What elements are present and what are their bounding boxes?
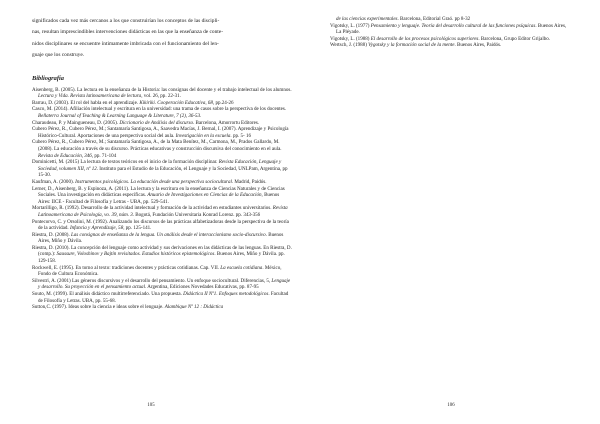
reference-text: Lerner, D., Aisenberg, B. y Espinoza, A. (2011). La lectura y la escritura en la enseñanza de Ciencias Naturales y de Ciencias Sociales. Una investigación en didácticas específicas.: [32, 185, 285, 199]
reference-title: Revista Educación, Lenguaje y Sociedad, volumen XII, nº 12: [38, 159, 282, 172]
reference-text: . Madrid, Paidós.: [231, 178, 267, 185]
reference-text: . Buenos Aires, La Pléyade.: [336, 22, 567, 36]
reference-text: Argentina, Ediciones Novedades Educativas, pp. 87-95: [146, 284, 259, 291]
reference-text: Pontecorvo, C. y Orsolini, M. (1992). Analizando los discursos de las prácticas alfabetizadoras desde la perspectiva de la teoría de la actividad.: [32, 218, 289, 232]
reference-title: Lectura y Vida. Revista latinoamericana de lectura: [38, 93, 142, 100]
page-number: 105: [147, 403, 155, 408]
reference-title: Didáctica II Nº1. Enfoques metodológicos: [183, 291, 269, 298]
reference-text: . Bogotá, Fundación Universitaria Konrad Lorenz. pp. 343-356: [132, 211, 261, 218]
reference-text: . pp. 5- 16: [230, 132, 252, 139]
reference-text: . Facultad de Filosofía y Letras. UBA, pp. 55-68.: [38, 291, 289, 304]
reference-text: Dominicetti, M. (2015) La lectura de textos teóricos en el inicio de la formación disciplinar.: [32, 159, 219, 166]
reference-title: Revista de Educación, 346,: [38, 152, 94, 159]
reference-title: Revista Latinoamericana de Psicología, vo. 39, núm. 3: [38, 205, 288, 218]
reference-entry: [32, 186, 292, 206]
bibliography-list-continued: [330, 16, 570, 49]
reference-title: Diccionario de Análisis del discurso: [119, 119, 193, 126]
reference-text: , Buenos Aires: IICE - Facultad de Filosofía y Letras - UBA, pp. 529-541.: [38, 192, 280, 205]
reference-title: Vygotsky y la formación social de la mente: [368, 42, 455, 49]
reference-title: Instrumentos psicológicos. La educación desde una perspectiva sociocultural: [75, 178, 232, 185]
reference-text: Sutton,C. (1997). Ideas sobre la ciencia e ideas sobre el lenguaje.: [32, 304, 165, 311]
reference-text: Casco, M. (2014). Afiliación intelectual y escritura en la universidad: una trama de casos sobre la perspectiva de los docentes.: [32, 106, 287, 113]
reference-entry: [32, 139, 292, 159]
reference-entry: [32, 106, 292, 119]
reference-title: Investigación en la escuela: [175, 132, 231, 139]
intro-paragraph: [32, 16, 292, 62]
reference-entry: [32, 278, 292, 291]
reference-entry: [32, 87, 292, 100]
bibliography-list: [32, 87, 292, 311]
reference-entry: [330, 23, 570, 36]
reference-title: de las ciencias experimentales: [336, 16, 398, 22]
reference-entry: [32, 205, 292, 218]
reference-title: Saussure, Voloshinov y Bajtín revisitados. Estudios históricos epistemológicos: [56, 251, 215, 258]
reference-text: . Barcelona, Grupo Editor Grijalbo.: [478, 35, 551, 42]
reference-text: , pp. 125-141.: [123, 225, 152, 232]
reference-text: Silvestri, A. (2001) Las géneros discursivos y el desarrollo del pensamiento. Un enfoque sociocultural. Diferencias, 5,: [32, 277, 272, 284]
reference-text: Riestra, D. (2010). La concepción del lenguaje como actividad y sus derivaciones en las didácticas de las lenguas. En Riestra, D. (comp.):: [32, 244, 292, 258]
reference-title: Infancia y Aprendizaje, 58: [69, 225, 124, 232]
reference-text: . Buenos Aires, Miño y Dávila.: [38, 231, 284, 245]
reference-title: Lenguaje y desarrollo. Su proyección en el pensamiento actual.: [38, 277, 291, 291]
reference-text: Rockwell, E. (1995). En torno al texto: tradiciones docentes y prácticas cotidianas. Cap. VII.: [32, 264, 221, 271]
reference-entry: [32, 232, 292, 245]
reference-text: . México, Fondo de Cultura Económica.: [38, 264, 282, 278]
reference-text: . Buenos Aires, Miño y Dávila. pp. 129-158.: [38, 251, 285, 265]
intro-line: guaje que los construye.: [32, 52, 85, 59]
reference-title: Las consignas de enseñanza de la lengua. Un análisis desde el interaccionismo socio-discursivo: [70, 231, 266, 238]
reference-text: Cubero Pérez, R., Cubero Pérez, M.; Santamaría Santigosa, A., Saavedra Macías, J. Bernal, I. (2007). Aprendizaje y Psicología Histórico-Cultural. Aportaciones de una perspectiva social del aula.: [32, 126, 289, 139]
right-page: [300, 0, 600, 424]
page-number: 106: [447, 403, 455, 408]
reference-title: Bellaterra Journal of Teaching & Learning Language & Literature, 7 (2), 36-53.: [38, 113, 202, 119]
reference-title: Pensamiento y lenguaje. Teoría del desarrollo cultural de las funciones psíquicas: [370, 22, 536, 29]
reference-text: Vigotsky, L. (1977): [330, 22, 371, 29]
reference-entry: [32, 179, 292, 186]
intro-line: nidos disciplinares se encuentre íntimamente imbricada con el funcionamiento del len-: [32, 40, 219, 47]
reference-text: Kaufman, A. (2000).: [32, 178, 76, 185]
reference-entry: [32, 126, 292, 139]
reference-text: Wertsch, J. (1988): [330, 42, 369, 49]
reference-text: Aisenberg, B. (2005). La lectura en la enseñanza de la Historia: las consignas del docente y el trabajo intelectual de los alumnos.: [32, 86, 292, 93]
bibliography-heading: Bibliografía: [32, 74, 64, 82]
reference-entry: [32, 219, 292, 232]
reference-text: Cubero Pérez, R., Cubero Pérez, M.; Santamaría Santigosa, A., de la Mata Benítez, M., Carmona, M., Prados Gallardo, M. (2008). La educación a través de su discurso. Prácticas educativas y construcción discursiva del conocimiento en el aula.: [32, 139, 282, 152]
reference-text: . Buenos Aires, Paidós.: [454, 42, 502, 49]
intro-line: significados cada vez más cercanos a los que construirían los conceptos de las discipli-: [32, 18, 220, 24]
reference-title: Kikiriki. Cooperación Educativa, 68: [139, 99, 213, 106]
reference-entry: [330, 16, 570, 23]
reference-entry: [32, 265, 292, 278]
reference-text: Riestra, D. (2008).: [32, 231, 71, 238]
reference-entry: [32, 304, 292, 311]
reference-text: Vigotsky, L. (1988): [330, 35, 371, 42]
reference-title: Alambique Nº 12 : Didáctica: [164, 304, 224, 311]
reference-text: . Barcelona, Amorrortu Editores.: [192, 119, 260, 126]
reference-title: La escuela cotidiana: [220, 264, 263, 271]
reference-text: , vol. 26, pp. 22-31.: [141, 93, 181, 100]
reference-title: El desarrollo de los procesos psicológicos superiores: [370, 35, 479, 42]
reference-entry: [32, 245, 292, 265]
reference-text: . Barcelona, Editorial Graó. pp 8-32: [397, 16, 471, 22]
intro-line: nas, resultan imprescindibles intervenciones didácticas en las que la enseñanza de conte-: [32, 29, 223, 36]
reference-text: Charaudeau, P. y Maingueneau, D. (2005).: [32, 119, 120, 126]
reference-entry: [330, 42, 570, 49]
reference-text: Mortarilligo, R. (1992). Desarrollo de la actividad intelectual y formación de la actividad en estudiantes universitarios.: [32, 205, 273, 212]
reference-entry: [32, 291, 292, 304]
reference-text: . Instituto para el Estudio de la Educación, el Lenguaje y la Sociedad, UNLPam, Argentina, pp 15-30.: [38, 165, 288, 179]
reference-text: , pp.24-26: [212, 99, 234, 106]
reference-text: pp. 71-104: [93, 152, 117, 159]
reference-text: Barrau, D. (2003). El rol del habla en el aprendizaje.: [32, 99, 140, 106]
reference-text: Souto, M. (1999). El análisis didáctico multirreferenciado. Una propuesta.: [32, 291, 184, 298]
reference-entry: [32, 159, 292, 179]
reference-title: Anuario de Investigaciones en Ciencias de la Educación: [147, 192, 262, 199]
